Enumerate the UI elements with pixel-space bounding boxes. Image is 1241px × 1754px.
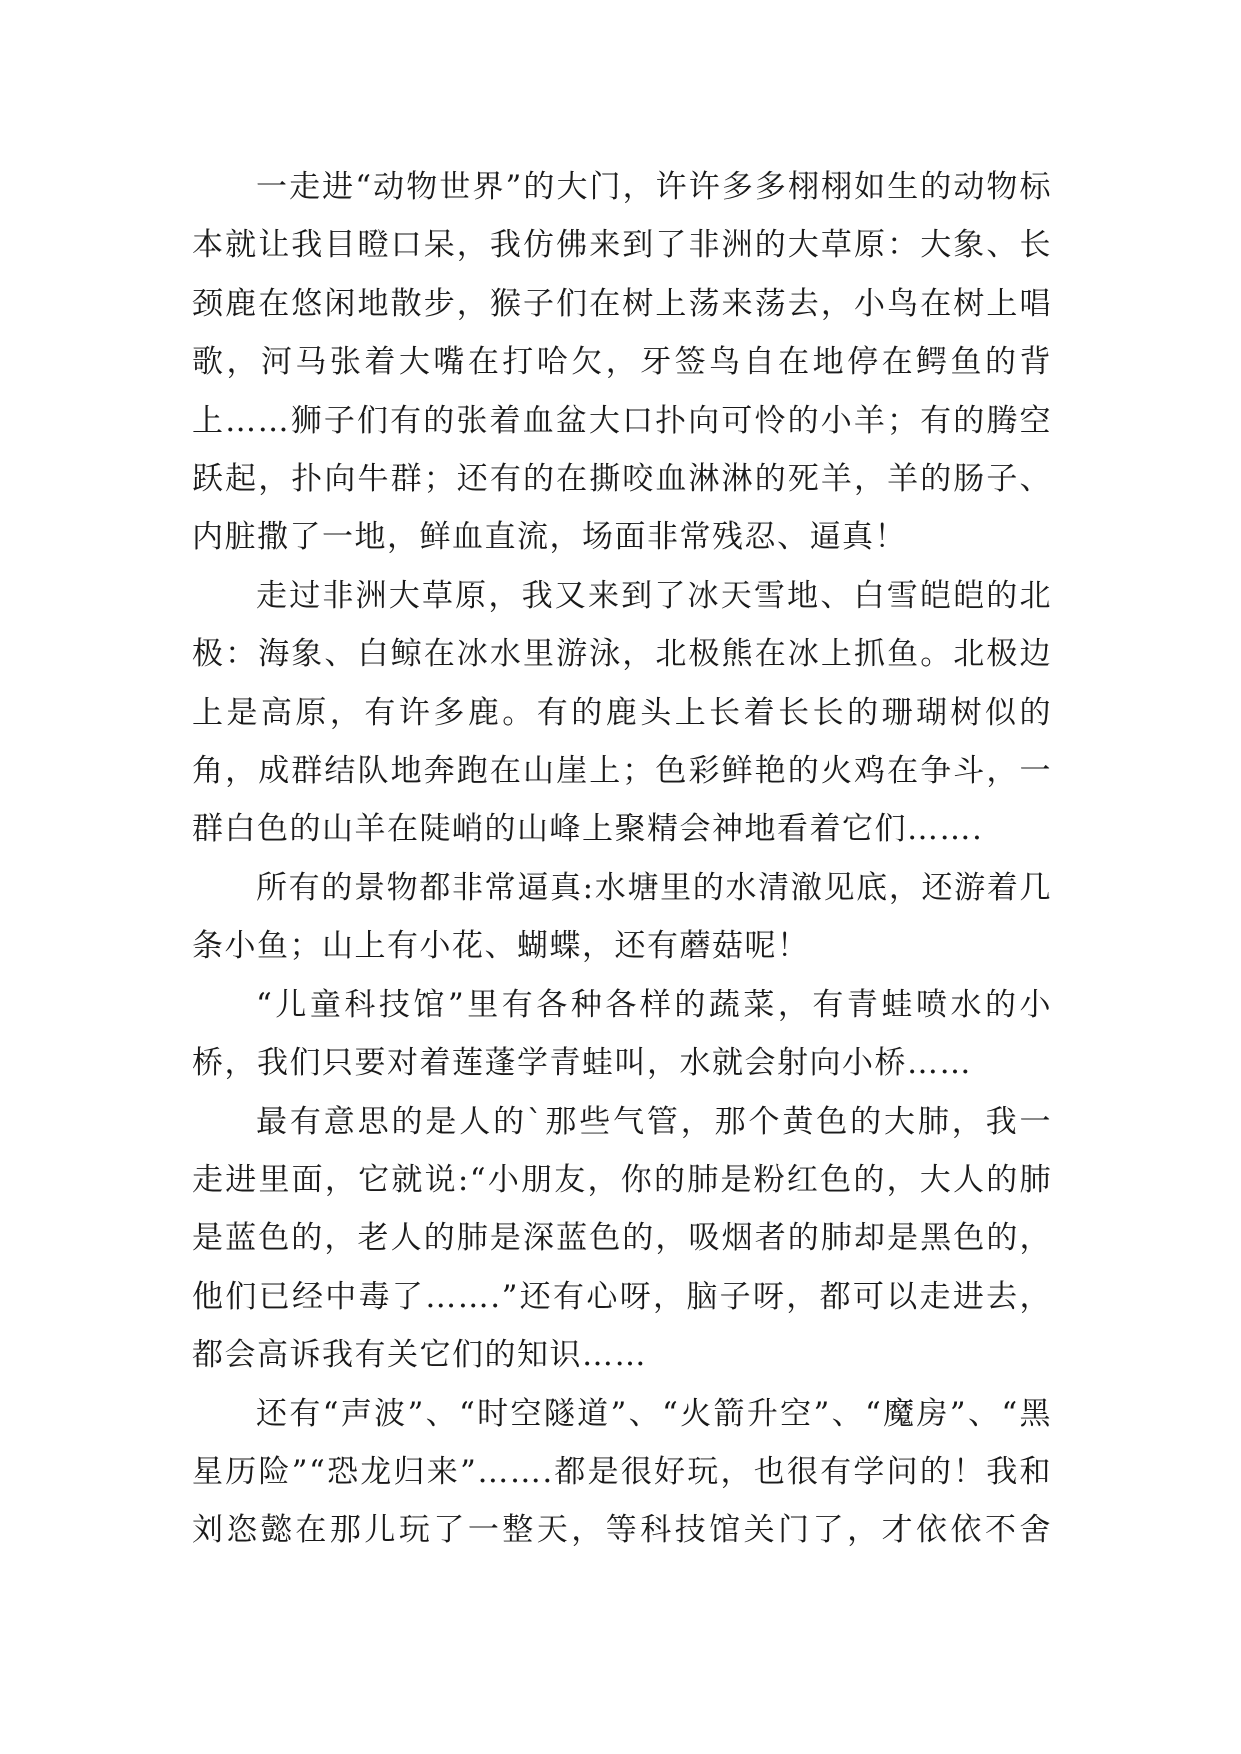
paragraph-4: “儿童科技馆”里有各种各样的蔬菜，有青蛙喷水的小桥，我们只要对着莲蓬学青蛙叫，水就会射向小桥…… (192, 986, 1052, 1082)
document-body (192, 158, 1052, 1560)
paragraph-6: 还有“声波”、“时空隧道”、“火箭升空”、“魔房”、“黑星历险”“恐龙归来”…….都是很好玩，也很有学问的！我和刘恣懿在那儿玩了一整天，等科技馆关门了，才依依不舍 (192, 1395, 1052, 1549)
paragraph-2: 走过非洲大草原，我又来到了冰天雪地、白雪皑皑的北极：海象、白鲸在冰水里游泳，北极熊在冰上抓鱼。北极边上是高原，有许多鹿。有的鹿头上长着长长的珊瑚树似的角，成群结队地奔跑在山崖上；色彩鲜艳的火鸡在争斗，一群白色的山羊在陡峭的山峰上聚精会神地看着它们……. (192, 577, 1052, 848)
paragraph-5: 最有意思的是人的`那些气管，那个黄色的大肺，我一走进里面，它就说:“小朋友，你的肺是粉红色的，大人的肺是蓝色的，老人的肺是深蓝色的，吸烟者的肺却是黑色的，他们已经中毒了…….”还有心呀，脑子呀，都可以走进去，都会高诉我有关它们的知识…… (192, 1103, 1052, 1374)
paragraph-3: 所有的景物都非常逼真:水塘里的水清澈见底，还游着几条小鱼；山上有小花、蝴蝶，还有蘑菇呢！ (192, 869, 1052, 965)
paragraph-1: 一走进“动物世界”的大门，许许多多栩栩如生的动物标本就让我目瞪口呆，我仿佛来到了非洲的大草原：大象、长颈鹿在悠闲地散步，猴子们在树上荡来荡去，小鸟在树上唱歌，河马张着大嘴在打哈欠，牙签鸟自在地停在鳄鱼的背上……狮子们有的张着血盆大口扑向可怜的小羊；有的腾空跃起，扑向牛群；还有的在撕咬血淋淋的死羊，羊的肠子、内脏撒了一地，鲜血直流，场面非常残忍、逼真！ (192, 169, 1052, 556)
